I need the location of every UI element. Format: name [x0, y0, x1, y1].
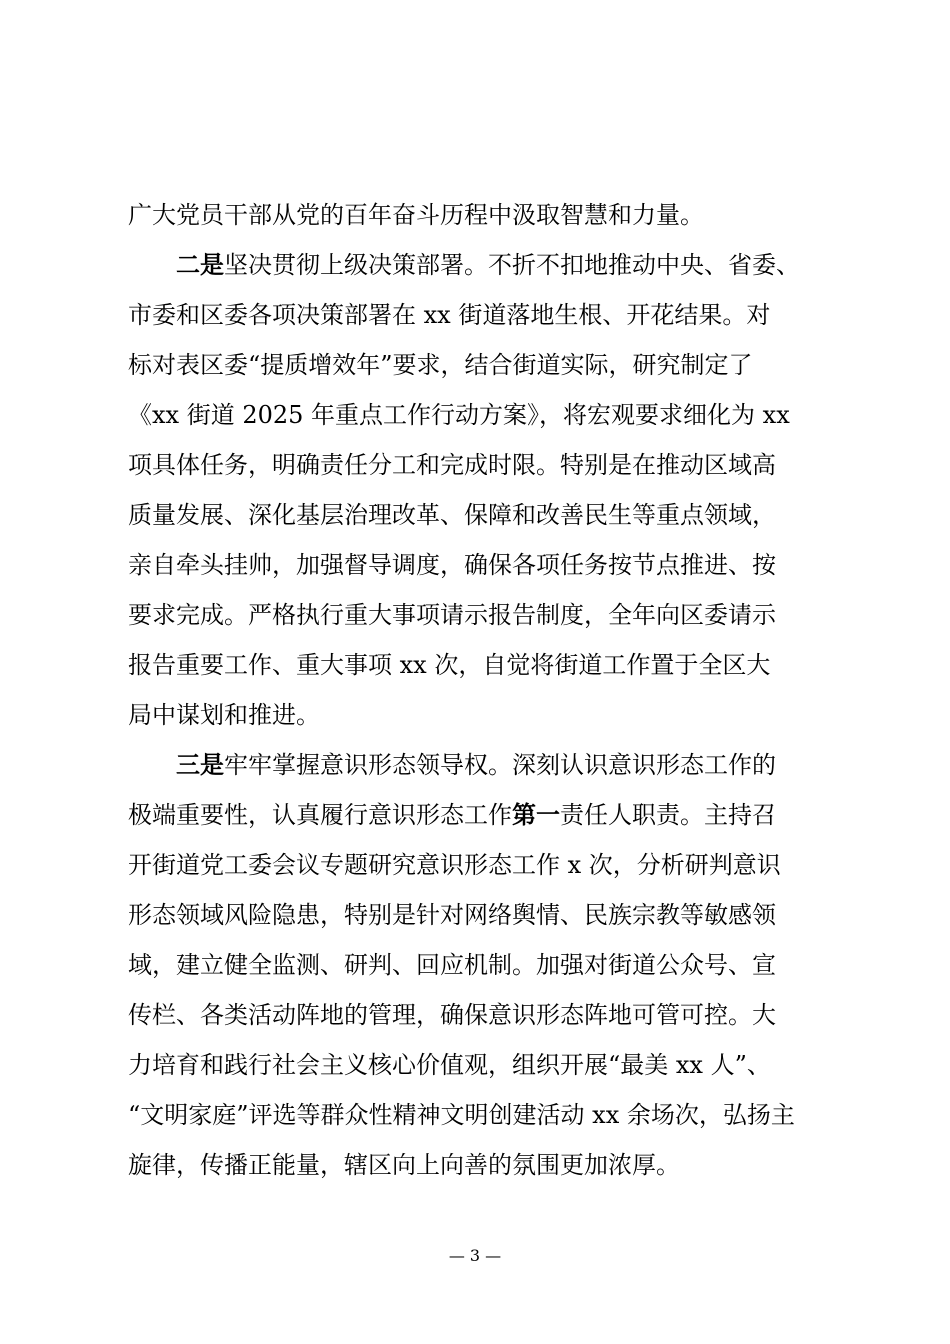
- text-run: 极端重要性，认真履行意识形态工作: [128, 801, 512, 829]
- text-line: [128, 390, 828, 440]
- text-line: [128, 1040, 828, 1090]
- text-run: 域，建立健全监测、研判、回应机制。加强对街道公众号、宣: [128, 951, 776, 979]
- text-line: [128, 540, 828, 590]
- text-line: [128, 290, 828, 340]
- bold-text-run: 三是: [176, 750, 224, 779]
- text-line: [128, 340, 828, 390]
- text-run: 《xx 街道 2025 年重点工作行动方案》，将宏观要求细化为 xx: [128, 401, 790, 429]
- text-line: [128, 790, 828, 840]
- text-run: 力培育和践行社会主义核心价值观，组织开展“最美 xx 人”、: [128, 1051, 771, 1079]
- text-line: [128, 740, 828, 790]
- text-line: [128, 1090, 828, 1140]
- text-line: [128, 1140, 828, 1190]
- text-run: 广大党员干部从党的百年奋斗历程中汲取智慧和力量。: [128, 201, 704, 229]
- text-run: 传栏、各类活动阵地的管理，确保意识形态阵地可管可控。大: [128, 1001, 776, 1029]
- text-run: 牢牢掌握意识形态领导权。深刻认识意识形态工作的: [224, 751, 776, 779]
- text-run: 亲自牵头挂帅，加强督导调度，确保各项任务按节点推进、按: [128, 551, 776, 579]
- text-run: “文明家庭”评选等群众性精神文明创建活动 xx 余场次，弘扬主: [128, 1101, 795, 1129]
- text-run: 市委和区委各项决策部署在 xx 街道落地生根、开花结果。对: [128, 301, 771, 329]
- bold-text-run: 第一: [512, 800, 560, 829]
- body-text: [128, 190, 828, 1190]
- text-run: 报告重要工作、重大事项 xx 次，自觉将街道工作置于全区大: [128, 651, 771, 679]
- text-line: [128, 440, 828, 490]
- text-run: 形态领域风险隐患，特别是针对网络舆情、民族宗教等敏感领: [128, 901, 776, 929]
- text-line: [128, 190, 828, 240]
- text-run: 局中谋划和推进。: [128, 701, 320, 729]
- text-run: 项具体任务，明确责任分工和完成时限。特别是在推动区域高: [128, 451, 776, 479]
- text-run: 坚决贯彻上级决策部署。不折不扣地推动中央、省委、: [224, 251, 800, 279]
- text-line: [128, 640, 828, 690]
- text-line: [128, 990, 828, 1040]
- text-run: 标对表区委“提质增效年”要求，结合街道实际，研究制定了: [128, 351, 753, 379]
- text-line: [128, 890, 828, 940]
- bold-text-run: 二是: [176, 250, 224, 279]
- text-run: 开街道党工委会议专题研究意识形态工作 x 次，分析研判意识: [128, 851, 781, 879]
- text-line: [128, 590, 828, 640]
- text-run: 质量发展、深化基层治理改革、保障和改善民生等重点领域，: [128, 501, 776, 529]
- text-run: 旋律，传播正能量，辖区向上向善的氛围更加浓厚。: [128, 1151, 680, 1179]
- text-line: [128, 490, 828, 540]
- text-line: [128, 240, 828, 290]
- page-number: — 3 —: [448, 1246, 502, 1265]
- text-line: [128, 940, 828, 990]
- text-line: [128, 840, 828, 890]
- text-run: 要求完成。严格执行重大事项请示报告制度，全年向区委请示: [128, 601, 776, 629]
- text-line: [128, 690, 828, 740]
- text-run: 责任人职责。主持召: [560, 801, 776, 829]
